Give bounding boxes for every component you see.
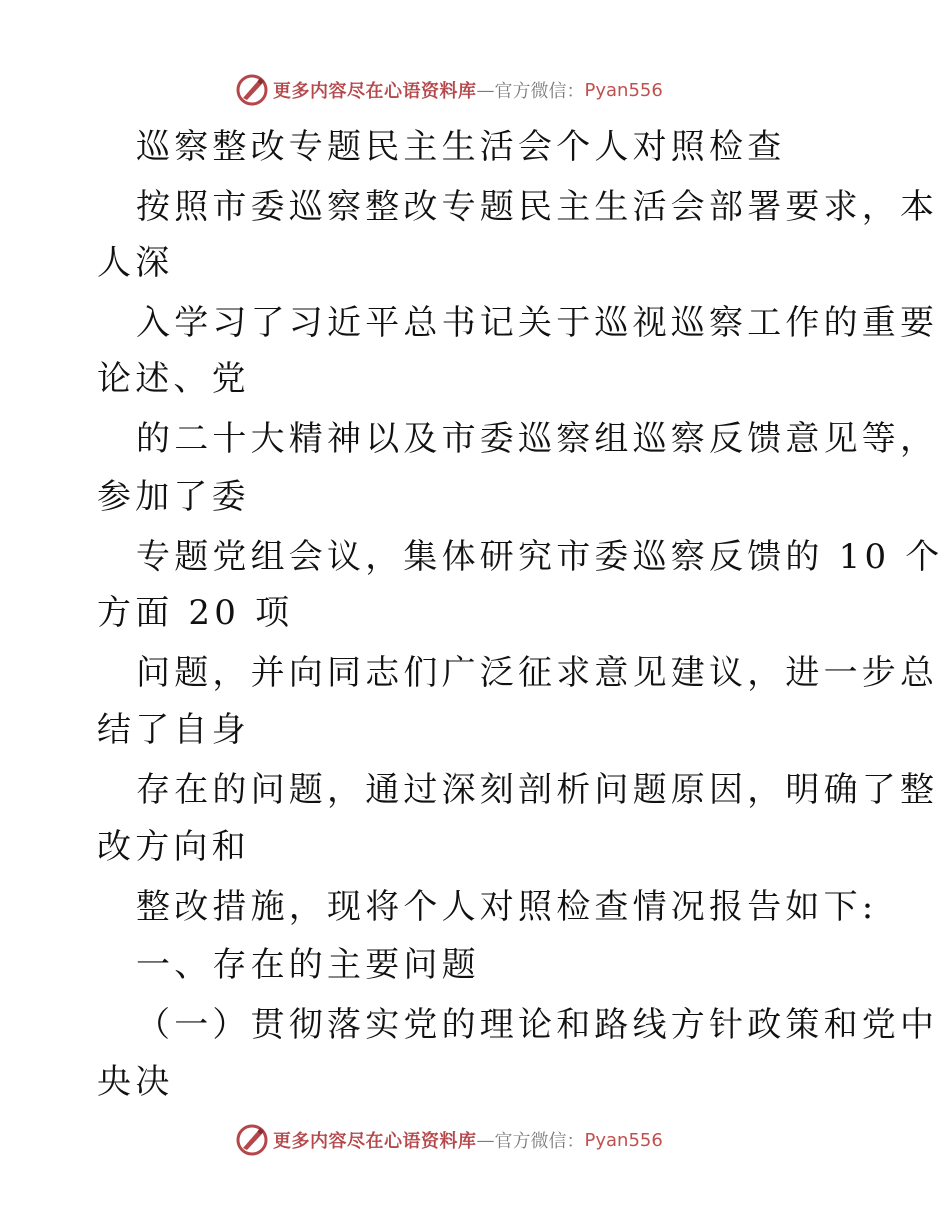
paragraph-line: 人深 (97, 243, 174, 283)
paragraph-line: 结了自身 (97, 710, 250, 750)
paragraph-line: 的二十大精神以及市委巡察组巡察反馈意见等， (136, 419, 939, 459)
banner-main-text: 更多内容尽在心语资料库 (273, 81, 477, 102)
banner-wechat-label: 官方微信： (494, 81, 585, 102)
banner-separator: — (476, 79, 495, 101)
banner-wechat-id: Pyan556 (584, 1129, 663, 1151)
paragraph-line: 方面 20 项 (97, 593, 294, 633)
document-title: 巡察整改专题民主生活会个人对照检查 (136, 127, 786, 167)
paragraph-line: 问题，并向同志们广泛征求意见建议，进一步总 (136, 653, 939, 693)
paragraph-line: 参加了委 (97, 477, 250, 517)
banner-separator: — (476, 1129, 495, 1151)
paragraph-line: 央决 (97, 1062, 174, 1102)
paragraph-line: 改方向和 (97, 827, 250, 867)
header-banner (235, 73, 663, 107)
paragraph-line: 论述、党 (97, 359, 250, 399)
paragraph-line: 整改措施，现将个人对照检查情况报告如下: (136, 887, 878, 927)
footer-banner (235, 1123, 663, 1157)
banner-wechat-label: 官方微信： (494, 1131, 585, 1152)
pen-circle-logo-icon (235, 1123, 269, 1157)
paragraph-line: 专题党组会议，集体研究市委巡察反馈的 10 个 (136, 537, 944, 577)
paragraph-line: 存在的问题，通过深刻剖析问题原因，明确了整 (136, 770, 939, 810)
paragraph-line: 按照市委巡察整改专题民主生活会部署要求，本 (136, 187, 939, 227)
banner-wechat-id: Pyan556 (584, 79, 663, 101)
subsection-heading: （一）贯彻落实党的理论和路线方针政策和党中 (136, 1005, 939, 1045)
paragraph-line: 入学习了习近平总书记关于巡视巡察工作的重要 (136, 303, 939, 343)
section-heading: 一、存在的主要问题 (136, 945, 480, 985)
pen-circle-logo-icon (235, 73, 269, 107)
banner-main-text: 更多内容尽在心语资料库 (273, 1131, 477, 1152)
